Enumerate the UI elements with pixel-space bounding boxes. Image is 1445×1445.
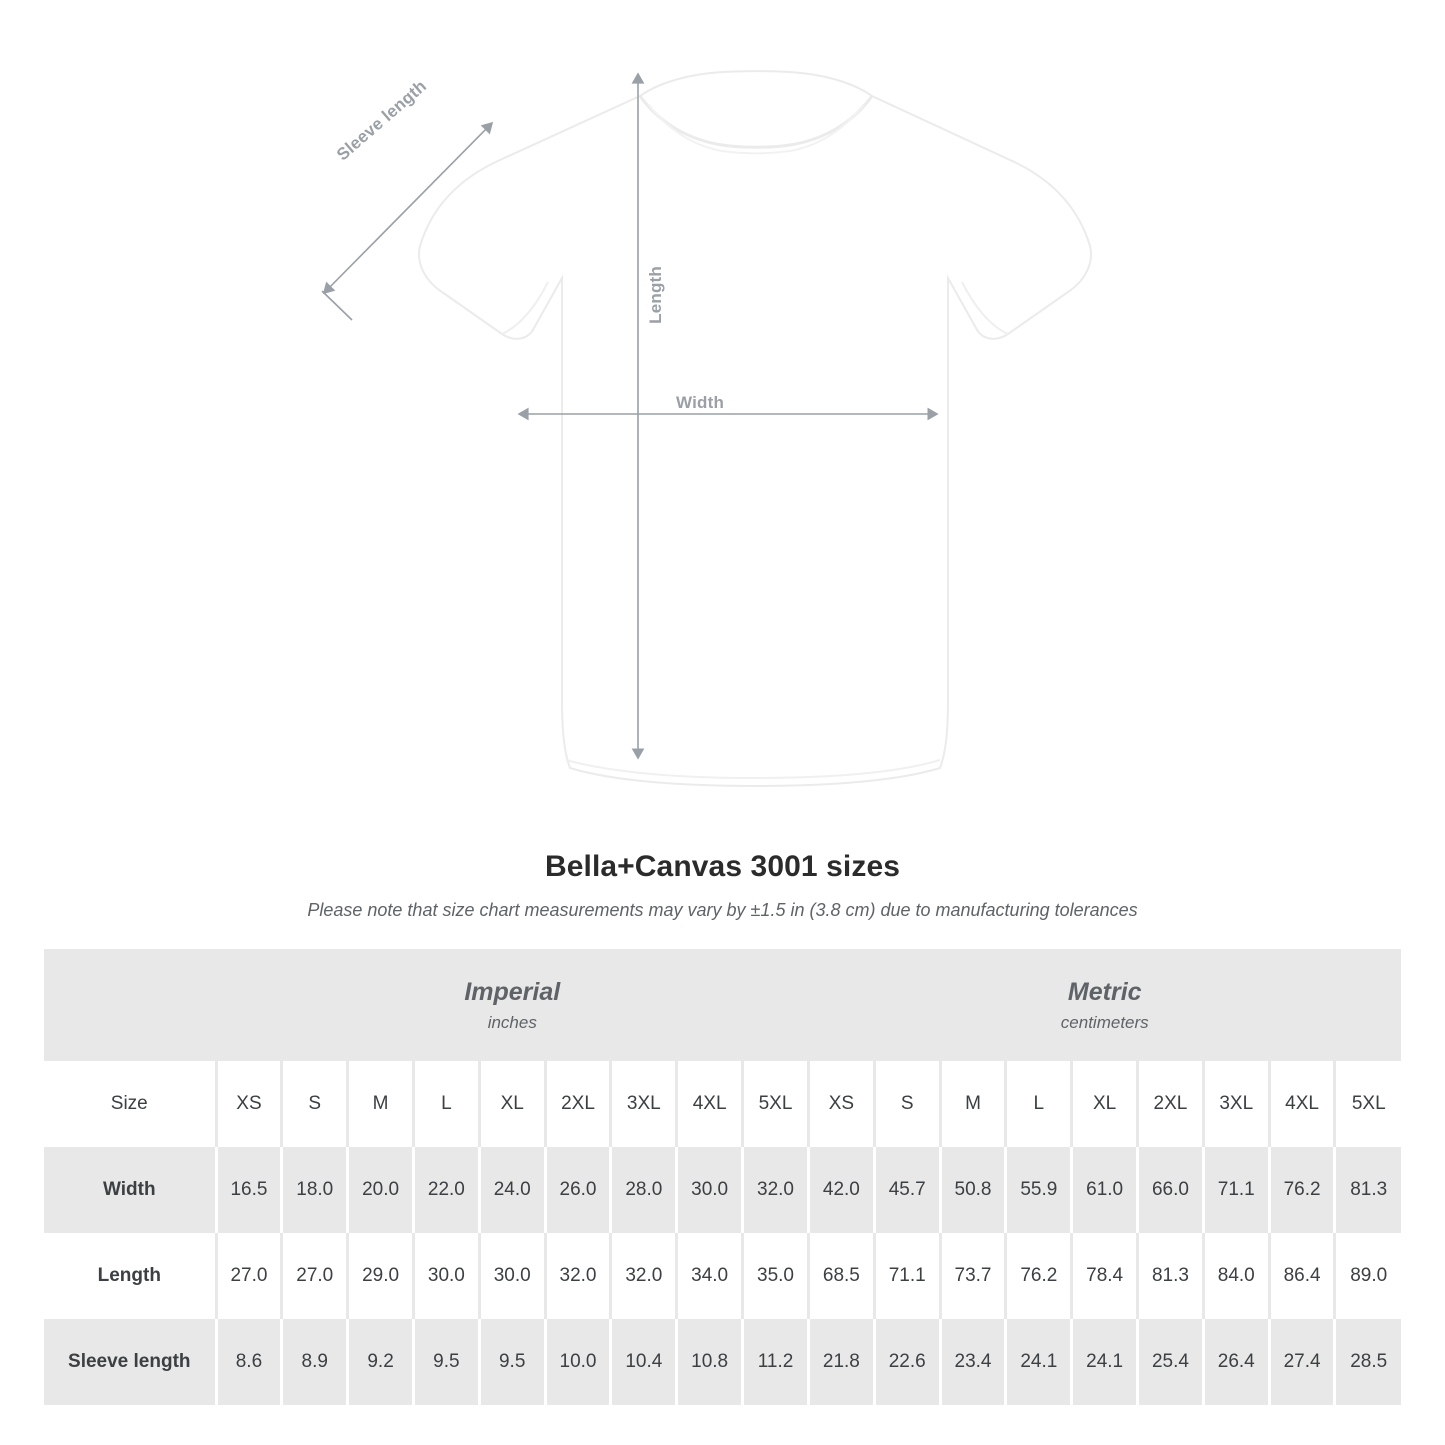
measurement-cell: 8.9 — [282, 1319, 348, 1405]
size-table-wrap — [44, 949, 1401, 1405]
measurement-cell: 20.0 — [348, 1147, 414, 1233]
measurement-cell: 22.0 — [413, 1147, 479, 1233]
measurement-cell: 30.0 — [413, 1233, 479, 1319]
measurement-label: Length — [44, 1233, 216, 1319]
size-header-cell: 3XL — [1203, 1061, 1269, 1147]
measurement-cell: 23.4 — [940, 1319, 1006, 1405]
measurement-cell: 89.0 — [1335, 1233, 1401, 1319]
title-block — [0, 850, 1445, 921]
measurement-cell: 10.8 — [677, 1319, 743, 1405]
unit-row-spacer — [44, 949, 216, 1061]
unit-group-row — [44, 949, 1401, 1061]
measurement-cell: 30.0 — [479, 1233, 545, 1319]
measurement-cell: 81.3 — [1335, 1147, 1401, 1233]
measurement-cell: 27.4 — [1269, 1319, 1335, 1405]
page-title: Bella+Canvas 3001 sizes — [544, 850, 901, 883]
measurement-cell: 86.4 — [1269, 1233, 1335, 1319]
unit-group-name: Imperial — [464, 977, 561, 1006]
measurement-cell: 18.0 — [282, 1147, 348, 1233]
unit-group-sub: inches — [487, 1012, 537, 1032]
measurement-cell: 22.6 — [874, 1319, 940, 1405]
measurement-cell: 35.0 — [743, 1233, 809, 1319]
measurement-cell: 9.5 — [413, 1319, 479, 1405]
table-row — [44, 1233, 1401, 1319]
measurement-cell: 8.6 — [216, 1319, 282, 1405]
measurement-cell: 32.0 — [611, 1233, 677, 1319]
size-header-cell: M — [348, 1061, 414, 1147]
measurement-cell: 21.8 — [808, 1319, 874, 1405]
length-label: Length — [646, 266, 665, 324]
size-header-cell: 2XL — [545, 1061, 611, 1147]
measurement-cell: 26.0 — [545, 1147, 611, 1233]
measurement-cell: 73.7 — [940, 1233, 1006, 1319]
measurement-cell: 32.0 — [545, 1233, 611, 1319]
measurement-cell: 76.2 — [1006, 1233, 1072, 1319]
size-header-cell: L — [413, 1061, 479, 1147]
size-header-row — [44, 1061, 1401, 1147]
measurement-cell: 55.9 — [1006, 1147, 1072, 1233]
sleeve-length-tick — [322, 291, 352, 320]
table-row — [44, 1147, 1401, 1233]
measurement-cell: 68.5 — [808, 1233, 874, 1319]
measurement-cell: 9.5 — [479, 1319, 545, 1405]
measurement-cell: 24.0 — [479, 1147, 545, 1233]
size-header-cell: M — [940, 1061, 1006, 1147]
measurement-cell: 84.0 — [1203, 1233, 1269, 1319]
measurement-cell: 71.1 — [1203, 1147, 1269, 1233]
measurement-label: Sleeve length — [44, 1319, 216, 1405]
measurement-cell: 11.2 — [743, 1319, 809, 1405]
measurement-cell: 25.4 — [1138, 1319, 1204, 1405]
table-row — [44, 1319, 1401, 1405]
measurement-cell: 29.0 — [348, 1233, 414, 1319]
tshirt-shape — [419, 71, 1091, 786]
measurement-cell: 71.1 — [874, 1233, 940, 1319]
size-table — [44, 949, 1401, 1405]
measurement-cell: 32.0 — [743, 1147, 809, 1233]
measurement-cell: 30.0 — [677, 1147, 743, 1233]
unit-group-imperial — [216, 949, 808, 1061]
measurement-cell: 24.1 — [1072, 1319, 1138, 1405]
measurement-cell: 76.2 — [1269, 1147, 1335, 1233]
size-header-cell: 4XL — [1269, 1061, 1335, 1147]
size-header-cell: 4XL — [677, 1061, 743, 1147]
size-header-cell: 5XL — [1335, 1061, 1401, 1147]
measurement-cell: 34.0 — [677, 1233, 743, 1319]
size-header-cell: 5XL — [743, 1061, 809, 1147]
measurement-cell: 50.8 — [940, 1147, 1006, 1233]
size-header-cell: 3XL — [611, 1061, 677, 1147]
measurement-cell: 28.0 — [611, 1147, 677, 1233]
size-header-cell: XL — [479, 1061, 545, 1147]
measurement-cell: 81.3 — [1138, 1233, 1204, 1319]
measurement-cell: 24.1 — [1006, 1319, 1072, 1405]
measurement-cell: 10.4 — [611, 1319, 677, 1405]
size-header-cell: XL — [1072, 1061, 1138, 1147]
measurement-cell: 10.0 — [545, 1319, 611, 1405]
measurement-cell: 27.0 — [216, 1233, 282, 1319]
size-header-cell: S — [282, 1061, 348, 1147]
size-header-cell: S — [874, 1061, 940, 1147]
size-header-cell: L — [1006, 1061, 1072, 1147]
unit-group-sub: centimeters — [1060, 1012, 1149, 1032]
size-header-label: Size — [44, 1061, 216, 1147]
measurement-cell: 78.4 — [1072, 1233, 1138, 1319]
measurement-label: Width — [44, 1147, 216, 1233]
width-label: Width — [676, 393, 725, 412]
measurement-cell: 61.0 — [1072, 1147, 1138, 1233]
measurement-cell: 28.5 — [1335, 1319, 1401, 1405]
size-header-cell: XS — [216, 1061, 282, 1147]
unit-group-metric — [808, 949, 1401, 1061]
sleeve-length-label: Sleeve length — [333, 76, 431, 165]
measurement-cell: 27.0 — [282, 1233, 348, 1319]
size-header-cell: XS — [808, 1061, 874, 1147]
size-header-cell: 2XL — [1138, 1061, 1204, 1147]
measurement-cell: 42.0 — [808, 1147, 874, 1233]
unit-group-name: Metric — [1067, 977, 1142, 1006]
measurement-cell: 45.7 — [874, 1147, 940, 1233]
measurement-cell: 66.0 — [1138, 1147, 1204, 1233]
measurement-cell: 16.5 — [216, 1147, 282, 1233]
tolerance-note: Please note that size chart measurements may vary by ±1.5 in (3.8 cm) due to manufacturing tolerances — [307, 900, 1138, 920]
measurement-cell: 9.2 — [348, 1319, 414, 1405]
measurement-cell: 26.4 — [1203, 1319, 1269, 1405]
